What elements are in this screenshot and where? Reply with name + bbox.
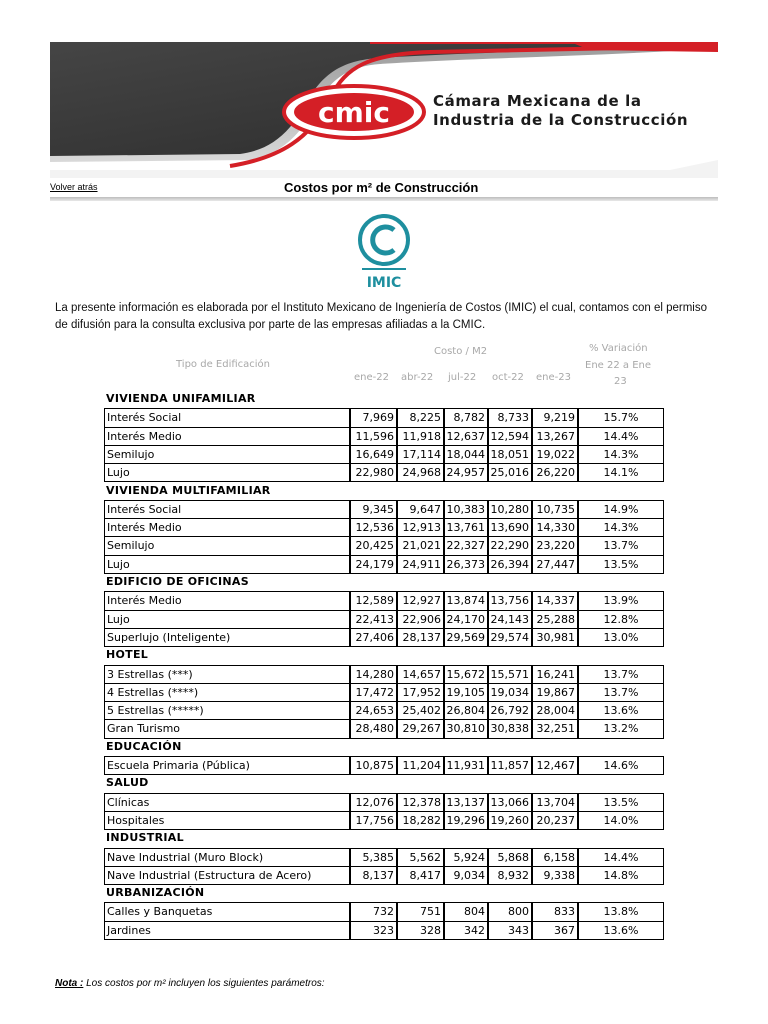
cost-cell: 32,251 bbox=[532, 719, 578, 738]
cost-cell: 29,574 bbox=[488, 628, 532, 647]
cost-cell: 11,918 bbox=[397, 427, 444, 446]
section-heading: EDIFICIO DE OFICINAS bbox=[106, 575, 249, 588]
cost-cell: 29,569 bbox=[444, 628, 488, 647]
footnote-label: Nota : bbox=[55, 978, 84, 989]
variation-cell: 13.7% bbox=[578, 683, 664, 702]
back-link[interactable]: Volver atrás bbox=[50, 182, 98, 192]
variation-cell: 12.8% bbox=[578, 610, 664, 629]
cost-cell: 732 bbox=[350, 902, 397, 921]
row-label: Clínicas bbox=[104, 793, 350, 812]
section-heading: EDUCACIÓN bbox=[106, 739, 182, 753]
row-label: Lujo bbox=[104, 555, 350, 574]
cost-cell: 28,137 bbox=[397, 628, 444, 647]
variation-cell: 14.8% bbox=[578, 866, 664, 885]
cost-cell: 9,345 bbox=[350, 500, 397, 519]
variation-cell: 13.5% bbox=[578, 555, 664, 574]
row-label: Escuela Primaria (Pública) bbox=[104, 756, 350, 775]
row-label: Calles y Banquetas bbox=[104, 902, 350, 921]
cost-cell: 342 bbox=[444, 921, 488, 940]
variation-cell: 14.1% bbox=[578, 463, 664, 482]
cost-cell: 14,330 bbox=[532, 518, 578, 537]
variation-header-line1: % Variación bbox=[589, 343, 648, 354]
cost-cell: 13,066 bbox=[488, 793, 532, 812]
cost-cell: 7,969 bbox=[350, 408, 397, 427]
cost-cell: 26,804 bbox=[444, 701, 488, 720]
cost-cell: 16,241 bbox=[532, 665, 578, 684]
row-label: Superlujo (Inteligente) bbox=[104, 628, 350, 647]
cost-cell: 29,267 bbox=[397, 719, 444, 738]
organization-name-line2: Industria de la Construcción bbox=[433, 111, 689, 129]
page-title: Costos por m² de Construcción bbox=[284, 180, 479, 195]
cost-cell: 11,596 bbox=[350, 427, 397, 446]
cost-cell: 14,280 bbox=[350, 665, 397, 684]
cost-cell: 18,044 bbox=[444, 445, 488, 464]
variation-cell: 14.0% bbox=[578, 811, 664, 830]
variation-cell: 13.9% bbox=[578, 591, 664, 610]
cost-cell: 5,385 bbox=[350, 848, 397, 867]
footnote-text: Los costos por m² incluyen los siguientes parámetros: bbox=[83, 978, 325, 989]
cost-cell: 22,327 bbox=[444, 536, 488, 555]
section-heading: SALUD bbox=[106, 776, 149, 790]
cost-cell: 27,406 bbox=[350, 628, 397, 647]
row-label: Hospitales bbox=[104, 811, 350, 830]
cost-cell: 323 bbox=[350, 921, 397, 940]
cost-cell: 17,756 bbox=[350, 811, 397, 830]
cost-column-header: Costo / M2 bbox=[434, 346, 488, 357]
cost-cell: 12,927 bbox=[397, 591, 444, 610]
cost-cell: 12,637 bbox=[444, 427, 488, 446]
cost-cell: 12,594 bbox=[488, 427, 532, 446]
cost-cell: 17,952 bbox=[397, 683, 444, 702]
cost-cell: 19,867 bbox=[532, 683, 578, 702]
variation-header-line3: 23 bbox=[614, 376, 627, 387]
cost-cell: 19,296 bbox=[444, 811, 488, 830]
cost-cell: 13,761 bbox=[444, 518, 488, 537]
section-heading: INDUSTRIAL bbox=[106, 831, 184, 845]
cost-cell: 13,137 bbox=[444, 793, 488, 812]
variation-cell: 14.3% bbox=[578, 445, 664, 464]
variation-cell: 14.6% bbox=[578, 756, 664, 775]
intro-paragraph: La presente información es elaborada por el Instituto Mexicano de Ingeniería de Costos (IMIC) el cual, contamos con el permiso de difusión para la consulta exclusiva por parte de las empresas afiliadas a la CMIC. bbox=[55, 302, 708, 331]
cost-cell: 9,219 bbox=[532, 408, 578, 427]
cost-cell: 28,004 bbox=[532, 701, 578, 720]
cost-cell: 19,034 bbox=[488, 683, 532, 702]
variation-cell: 13.7% bbox=[578, 536, 664, 555]
cost-cell: 12,378 bbox=[397, 793, 444, 812]
cost-cell: 5,868 bbox=[488, 848, 532, 867]
row-label: Nave Industrial (Estructura de Acero) bbox=[104, 866, 350, 885]
cost-cell: 22,906 bbox=[397, 610, 444, 629]
cost-cell: 13,756 bbox=[488, 591, 532, 610]
row-label: Interés Medio bbox=[104, 591, 350, 610]
cost-cell: 30,981 bbox=[532, 628, 578, 647]
cost-cell: 8,225 bbox=[397, 408, 444, 427]
cost-cell: 22,980 bbox=[350, 463, 397, 482]
cost-cell: 25,402 bbox=[397, 701, 444, 720]
cost-cell: 833 bbox=[532, 902, 578, 921]
row-label: Lujo bbox=[104, 610, 350, 629]
variation-cell: 15.7% bbox=[578, 408, 664, 427]
cost-cell: 17,114 bbox=[397, 445, 444, 464]
period-header-5: ene-23 bbox=[536, 372, 571, 383]
cost-cell: 751 bbox=[397, 902, 444, 921]
cost-cell: 5,924 bbox=[444, 848, 488, 867]
cost-cell: 24,143 bbox=[488, 610, 532, 629]
cost-cell: 26,792 bbox=[488, 701, 532, 720]
cost-cell: 10,875 bbox=[350, 756, 397, 775]
imic-logo-text: IMIC bbox=[366, 275, 402, 291]
cost-cell: 12,536 bbox=[350, 518, 397, 537]
type-column-header: Tipo de Edificación bbox=[176, 359, 271, 370]
cost-cell: 28,480 bbox=[350, 719, 397, 738]
footnote bbox=[55, 978, 325, 989]
cost-cell: 15,672 bbox=[444, 665, 488, 684]
cost-cell: 11,204 bbox=[397, 756, 444, 775]
cost-cell: 19,022 bbox=[532, 445, 578, 464]
cost-cell: 22,290 bbox=[488, 536, 532, 555]
cost-cell: 13,704 bbox=[532, 793, 578, 812]
row-label: Interés Medio bbox=[104, 427, 350, 446]
organization-name-line1: Cámara Mexicana de la bbox=[433, 92, 642, 110]
cost-cell: 21,021 bbox=[397, 536, 444, 555]
cost-cell: 20,425 bbox=[350, 536, 397, 555]
cost-cell: 11,931 bbox=[444, 756, 488, 775]
cost-cell: 800 bbox=[488, 902, 532, 921]
variation-cell: 13.7% bbox=[578, 665, 664, 684]
row-label: Semilujo bbox=[104, 536, 350, 555]
row-label: Interés Medio bbox=[104, 518, 350, 537]
cost-cell: 20,237 bbox=[532, 811, 578, 830]
cost-cell: 8,932 bbox=[488, 866, 532, 885]
period-header-4: oct-22 bbox=[492, 372, 524, 383]
cost-cell: 10,735 bbox=[532, 500, 578, 519]
cost-cell: 22,413 bbox=[350, 610, 397, 629]
variation-cell: 13.6% bbox=[578, 921, 664, 940]
cost-cell: 17,472 bbox=[350, 683, 397, 702]
row-label: 3 Estrellas (***) bbox=[104, 665, 350, 684]
row-label: Interés Social bbox=[104, 500, 350, 519]
period-header-3: jul-22 bbox=[448, 372, 477, 383]
row-label: Semilujo bbox=[104, 445, 350, 464]
section-heading: URBANIZACIÓN bbox=[106, 886, 205, 900]
cost-cell: 9,034 bbox=[444, 866, 488, 885]
cost-cell: 24,179 bbox=[350, 555, 397, 574]
period-header-2: abr-22 bbox=[401, 372, 434, 383]
row-label: Nave Industrial (Muro Block) bbox=[104, 848, 350, 867]
cost-cell: 6,158 bbox=[532, 848, 578, 867]
variation-header-line2: Ene 22 a Ene bbox=[585, 360, 652, 371]
row-label: 4 Estrellas (****) bbox=[104, 683, 350, 702]
cost-cell: 367 bbox=[532, 921, 578, 940]
cost-cell: 18,282 bbox=[397, 811, 444, 830]
cost-cell: 23,220 bbox=[532, 536, 578, 555]
cost-cell: 11,857 bbox=[488, 756, 532, 775]
cost-cell: 14,337 bbox=[532, 591, 578, 610]
cost-cell: 26,394 bbox=[488, 555, 532, 574]
variation-cell: 13.6% bbox=[578, 701, 664, 720]
cost-cell: 18,051 bbox=[488, 445, 532, 464]
variation-cell: 14.3% bbox=[578, 518, 664, 537]
cost-cell: 8,782 bbox=[444, 408, 488, 427]
cost-cell: 19,105 bbox=[444, 683, 488, 702]
variation-cell: 13.5% bbox=[578, 793, 664, 812]
cost-cell: 26,220 bbox=[532, 463, 578, 482]
cost-cell: 14,657 bbox=[397, 665, 444, 684]
cost-cell: 19,260 bbox=[488, 811, 532, 830]
cost-cell: 30,810 bbox=[444, 719, 488, 738]
cost-cell: 24,170 bbox=[444, 610, 488, 629]
cost-cell: 16,649 bbox=[350, 445, 397, 464]
section-heading: HOTEL bbox=[106, 648, 149, 662]
row-label: Jardines bbox=[104, 921, 350, 940]
variation-cell: 14.4% bbox=[578, 427, 664, 446]
cost-cell: 12,076 bbox=[350, 793, 397, 812]
cost-cell: 24,957 bbox=[444, 463, 488, 482]
cost-cell: 12,467 bbox=[532, 756, 578, 775]
cost-cell: 12,913 bbox=[397, 518, 444, 537]
cost-cell: 27,447 bbox=[532, 555, 578, 574]
row-label: Gran Turismo bbox=[104, 719, 350, 738]
period-header-1: ene-22 bbox=[354, 372, 389, 383]
section-heading: VIVIENDA UNIFAMILIAR bbox=[106, 392, 256, 405]
variation-cell: 14.9% bbox=[578, 500, 664, 519]
section-heading: VIVIENDA MULTIFAMILIAR bbox=[106, 483, 271, 497]
cost-cell: 24,653 bbox=[350, 701, 397, 720]
cost-cell: 30,838 bbox=[488, 719, 532, 738]
cost-cell: 10,280 bbox=[488, 500, 532, 519]
cmic-logo-text: cmic bbox=[318, 96, 390, 129]
cost-cell: 804 bbox=[444, 902, 488, 921]
cost-cell: 15,571 bbox=[488, 665, 532, 684]
cost-cell: 24,911 bbox=[397, 555, 444, 574]
cost-cell: 12,589 bbox=[350, 591, 397, 610]
cost-cell: 10,383 bbox=[444, 500, 488, 519]
variation-cell: 13.0% bbox=[578, 628, 664, 647]
cost-cell: 13,874 bbox=[444, 591, 488, 610]
cost-cell: 9,338 bbox=[532, 866, 578, 885]
row-label: 5 Estrellas (*****) bbox=[104, 701, 350, 720]
row-label: Lujo bbox=[104, 463, 350, 482]
variation-cell: 13.8% bbox=[578, 902, 664, 921]
cost-cell: 9,647 bbox=[397, 500, 444, 519]
variation-cell: 13.2% bbox=[578, 719, 664, 738]
cost-cell: 8,733 bbox=[488, 408, 532, 427]
cost-cell: 13,267 bbox=[532, 427, 578, 446]
cost-cell: 343 bbox=[488, 921, 532, 940]
cost-cell: 328 bbox=[397, 921, 444, 940]
cost-cell: 8,137 bbox=[350, 866, 397, 885]
cost-cell: 25,288 bbox=[532, 610, 578, 629]
cost-cell: 8,417 bbox=[397, 866, 444, 885]
cost-cell: 5,562 bbox=[397, 848, 444, 867]
cost-cell: 26,373 bbox=[444, 555, 488, 574]
cost-cell: 25,016 bbox=[488, 463, 532, 482]
variation-cell: 14.4% bbox=[578, 848, 664, 867]
cost-cell: 24,968 bbox=[397, 463, 444, 482]
cost-cell: 13,690 bbox=[488, 518, 532, 537]
row-label: Interés Social bbox=[104, 408, 350, 427]
